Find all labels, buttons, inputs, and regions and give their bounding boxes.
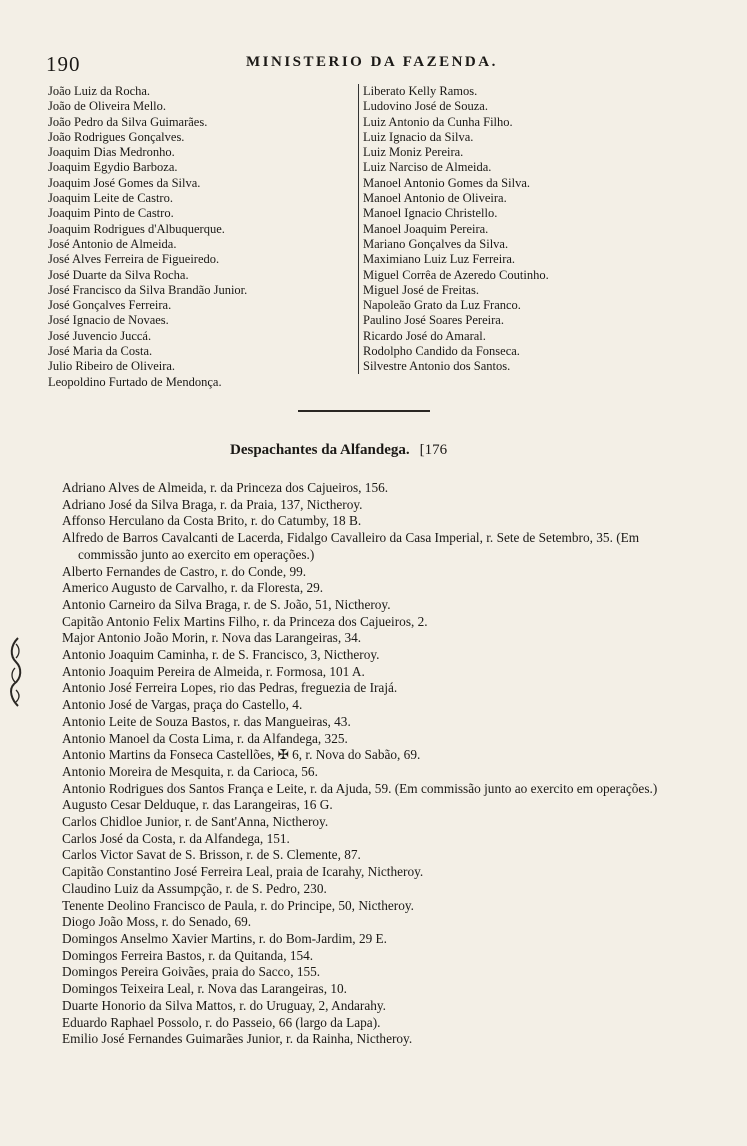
list-item: Joaquim Pinto de Castro. [48, 206, 174, 221]
section-number: [176 [419, 442, 448, 458]
list-item: Manoel Joaquim Pereira. [363, 221, 489, 236]
page-number: 190 [46, 52, 81, 76]
section-heading [230, 442, 447, 459]
list-item: Ricardo José do Amaral. [363, 328, 486, 343]
list-item: Alberto Fernandes de Castro, r. do Conde, 99. [62, 563, 307, 579]
list-item: Alfredo de Barros Cavalcanti de Lacerda, Fidalgo Cavalleiro da Casa Imperial, r. Sete de Setembro, 35. (Em commissão junto ao exercito em operações.) [62, 530, 640, 562]
list-item: Leopoldino Furtado de Mendonça. [48, 374, 222, 389]
list-item: Domingos Teixeira Leal, r. Nova das Larangeiras, 10. [62, 981, 347, 997]
list-item: Antonio Moreira de Mesquita, r. da Carioca, 56. [62, 763, 318, 779]
despachantes-list [62, 480, 702, 1048]
list-item: Carlos Chidloe Junior, r. de Sant'Anna, Nictheroy. [62, 814, 329, 830]
list-item: Antonio Leite de Souza Bastos, r. das Mangueiras, 43. [62, 713, 351, 729]
list-item: Duarte Honorio da Silva Mattos, r. do Uruguay, 2, Andarahy. [62, 997, 386, 1013]
list-item: Domingos Ferreira Bastos, r. da Quitanda, 154. [62, 947, 314, 963]
list-item: Napoleão Grato da Luz Franco. [363, 298, 521, 313]
list-item: Antonio Joaquim Caminha, r. de S. Francisco, 3, Nictheroy. [62, 647, 380, 663]
list-item: Manoel Antonio de Oliveira. [363, 191, 507, 206]
list-item: Capitão Antonio Felix Martins Filho, r. da Princeza dos Cajueiros, 2. [62, 613, 428, 629]
list-item: Domingos Anselmo Xavier Martins, r. do Bom-Jardim, 29 E. [62, 930, 388, 946]
list-item: José Duarte da Silva Rocha. [48, 267, 189, 282]
list-item: Silvestre Antonio dos Santos. [363, 359, 511, 374]
list-item: Affonso Herculano da Costa Brito, r. do Catumby, 18 B. [62, 513, 362, 529]
list-item: José Alves Ferreira de Figueiredo. [48, 252, 220, 267]
list-item: Capitão Constantino José Ferreira Leal, praia de Icarahy, Nictheroy. [62, 864, 424, 880]
list-item: Domingos Pereira Goivães, praia do Sacco, 155. [62, 964, 321, 980]
list-item: Carlos José da Costa, r. da Alfandega, 151. [62, 830, 290, 846]
list-item: Manoel Ignacio Christello. [363, 206, 498, 221]
list-item: Antonio José de Vargas, praça do Castello, 4. [62, 697, 303, 713]
section-title: Despachantes da Alfandega. [230, 442, 410, 458]
list-item: José Juvencio Juccá. [48, 328, 152, 343]
list-item: João Pedro da Silva Guimarães. [48, 114, 208, 129]
list-item: José Ignacio de Novaes. [48, 313, 169, 328]
list-item: Antonio Joaquim Pereira de Almeida, r. Formosa, 101 A. [62, 663, 365, 679]
list-item: Rodolpho Candido da Fonseca. [363, 344, 520, 359]
margin-ornament-icon [6, 636, 26, 708]
list-item: Diogo João Moss, r. do Senado, 69. [62, 914, 252, 930]
list-item: Mariano Gonçalves da Silva. [363, 236, 509, 251]
running-title: MINISTERIO DA FAZENDA. [246, 54, 498, 70]
list-item: Julio Ribeiro de Oliveira. [48, 359, 176, 374]
list-item: Luiz Ignacio da Silva. [363, 129, 474, 144]
right-name-column [358, 84, 663, 374]
list-item: Emilio José Fernandes Guimarães Junior, r. da Rainha, Nictheroy. [62, 1031, 413, 1047]
list-item: Luiz Narciso de Almeida. [363, 160, 492, 175]
list-item: Antonio Manoel da Costa Lima, r. da Alfandega, 325. [62, 730, 348, 746]
list-item: Luiz Moniz Pereira. [363, 145, 464, 160]
list-item: Adriano José da Silva Braga, r. da Praia, 137, Nictheroy. [62, 496, 363, 512]
list-item: Claudino Luiz da Assumpção, r. de S. Pedro, 230. [62, 880, 327, 896]
list-item: Manoel Antonio Gomes da Silva. [363, 175, 530, 190]
list-item: Miguel Corrêa de Azeredo Coutinho. [363, 267, 549, 282]
list-item: Miguel José de Freitas. [363, 282, 479, 297]
list-item: Carlos Victor Savat de S. Brisson, r. de S. Clemente, 87. [62, 847, 361, 863]
list-item: José Antonio de Almeida. [48, 236, 177, 251]
list-item: Luiz Antonio da Cunha Filho. [363, 114, 513, 129]
list-item: Joaquim Dias Medronho. [48, 145, 175, 160]
list-item: José Maria da Costa. [48, 344, 153, 359]
list-item: Antonio Martins da Fonseca Castellões, ✠ 6, r. Nova do Sabão, 69. [62, 747, 421, 763]
list-item: Antonio Carneiro da Silva Braga, r. de S. João, 51, Nictheroy. [62, 596, 391, 612]
list-item: João Rodrigues Gonçalves. [48, 129, 185, 144]
left-name-column [48, 84, 348, 390]
list-item: Joaquim José Gomes da Silva. [48, 175, 201, 190]
list-item: Joaquim Egydio Barboza. [48, 160, 178, 175]
section-divider [298, 410, 430, 412]
list-item: José Gonçalves Ferreira. [48, 298, 172, 313]
list-item: João de Oliveira Mello. [48, 99, 167, 114]
list-item: Liberato Kelly Ramos. [363, 84, 478, 98]
list-item: Joaquim Leite de Castro. [48, 191, 173, 206]
list-item: Paulino José Soares Pereira. [363, 313, 504, 328]
list-item: Augusto Cesar Delduque, r. das Larangeiras, 16 G. [62, 797, 333, 813]
list-item: Americo Augusto de Carvalho, r. da Floresta, 29. [62, 580, 324, 596]
list-item: Antonio Rodrigues dos Santos França e Leite, r. da Ajuda, 59. (Em commissão junto ao exercito em operações.) [62, 780, 658, 796]
list-item: José Francisco da Silva Brandão Junior. [48, 282, 248, 297]
list-item: Joaquim Rodrigues d'Albuquerque. [48, 221, 225, 236]
page-header [46, 52, 707, 78]
list-item: João Luiz da Rocha. [48, 84, 151, 98]
list-item: Ludovino José de Souza. [363, 99, 488, 114]
list-item: Adriano Alves de Almeida, r. da Princeza dos Cajueiros, 156. [62, 480, 389, 495]
list-item: Tenente Deolino Francisco de Paula, r. do Principe, 50, Nictheroy. [62, 897, 414, 913]
list-item: Eduardo Raphael Possolo, r. do Passeio, 66 (largo da Lapa). [62, 1014, 381, 1030]
list-item: Antonio José Ferreira Lopes, rio das Pedras, freguezia de Irajá. [62, 680, 398, 696]
list-item: Major Antonio João Morin, r. Nova das Larangeiras, 34. [62, 630, 362, 646]
list-item: Maximiano Luiz Luz Ferreira. [363, 252, 516, 267]
